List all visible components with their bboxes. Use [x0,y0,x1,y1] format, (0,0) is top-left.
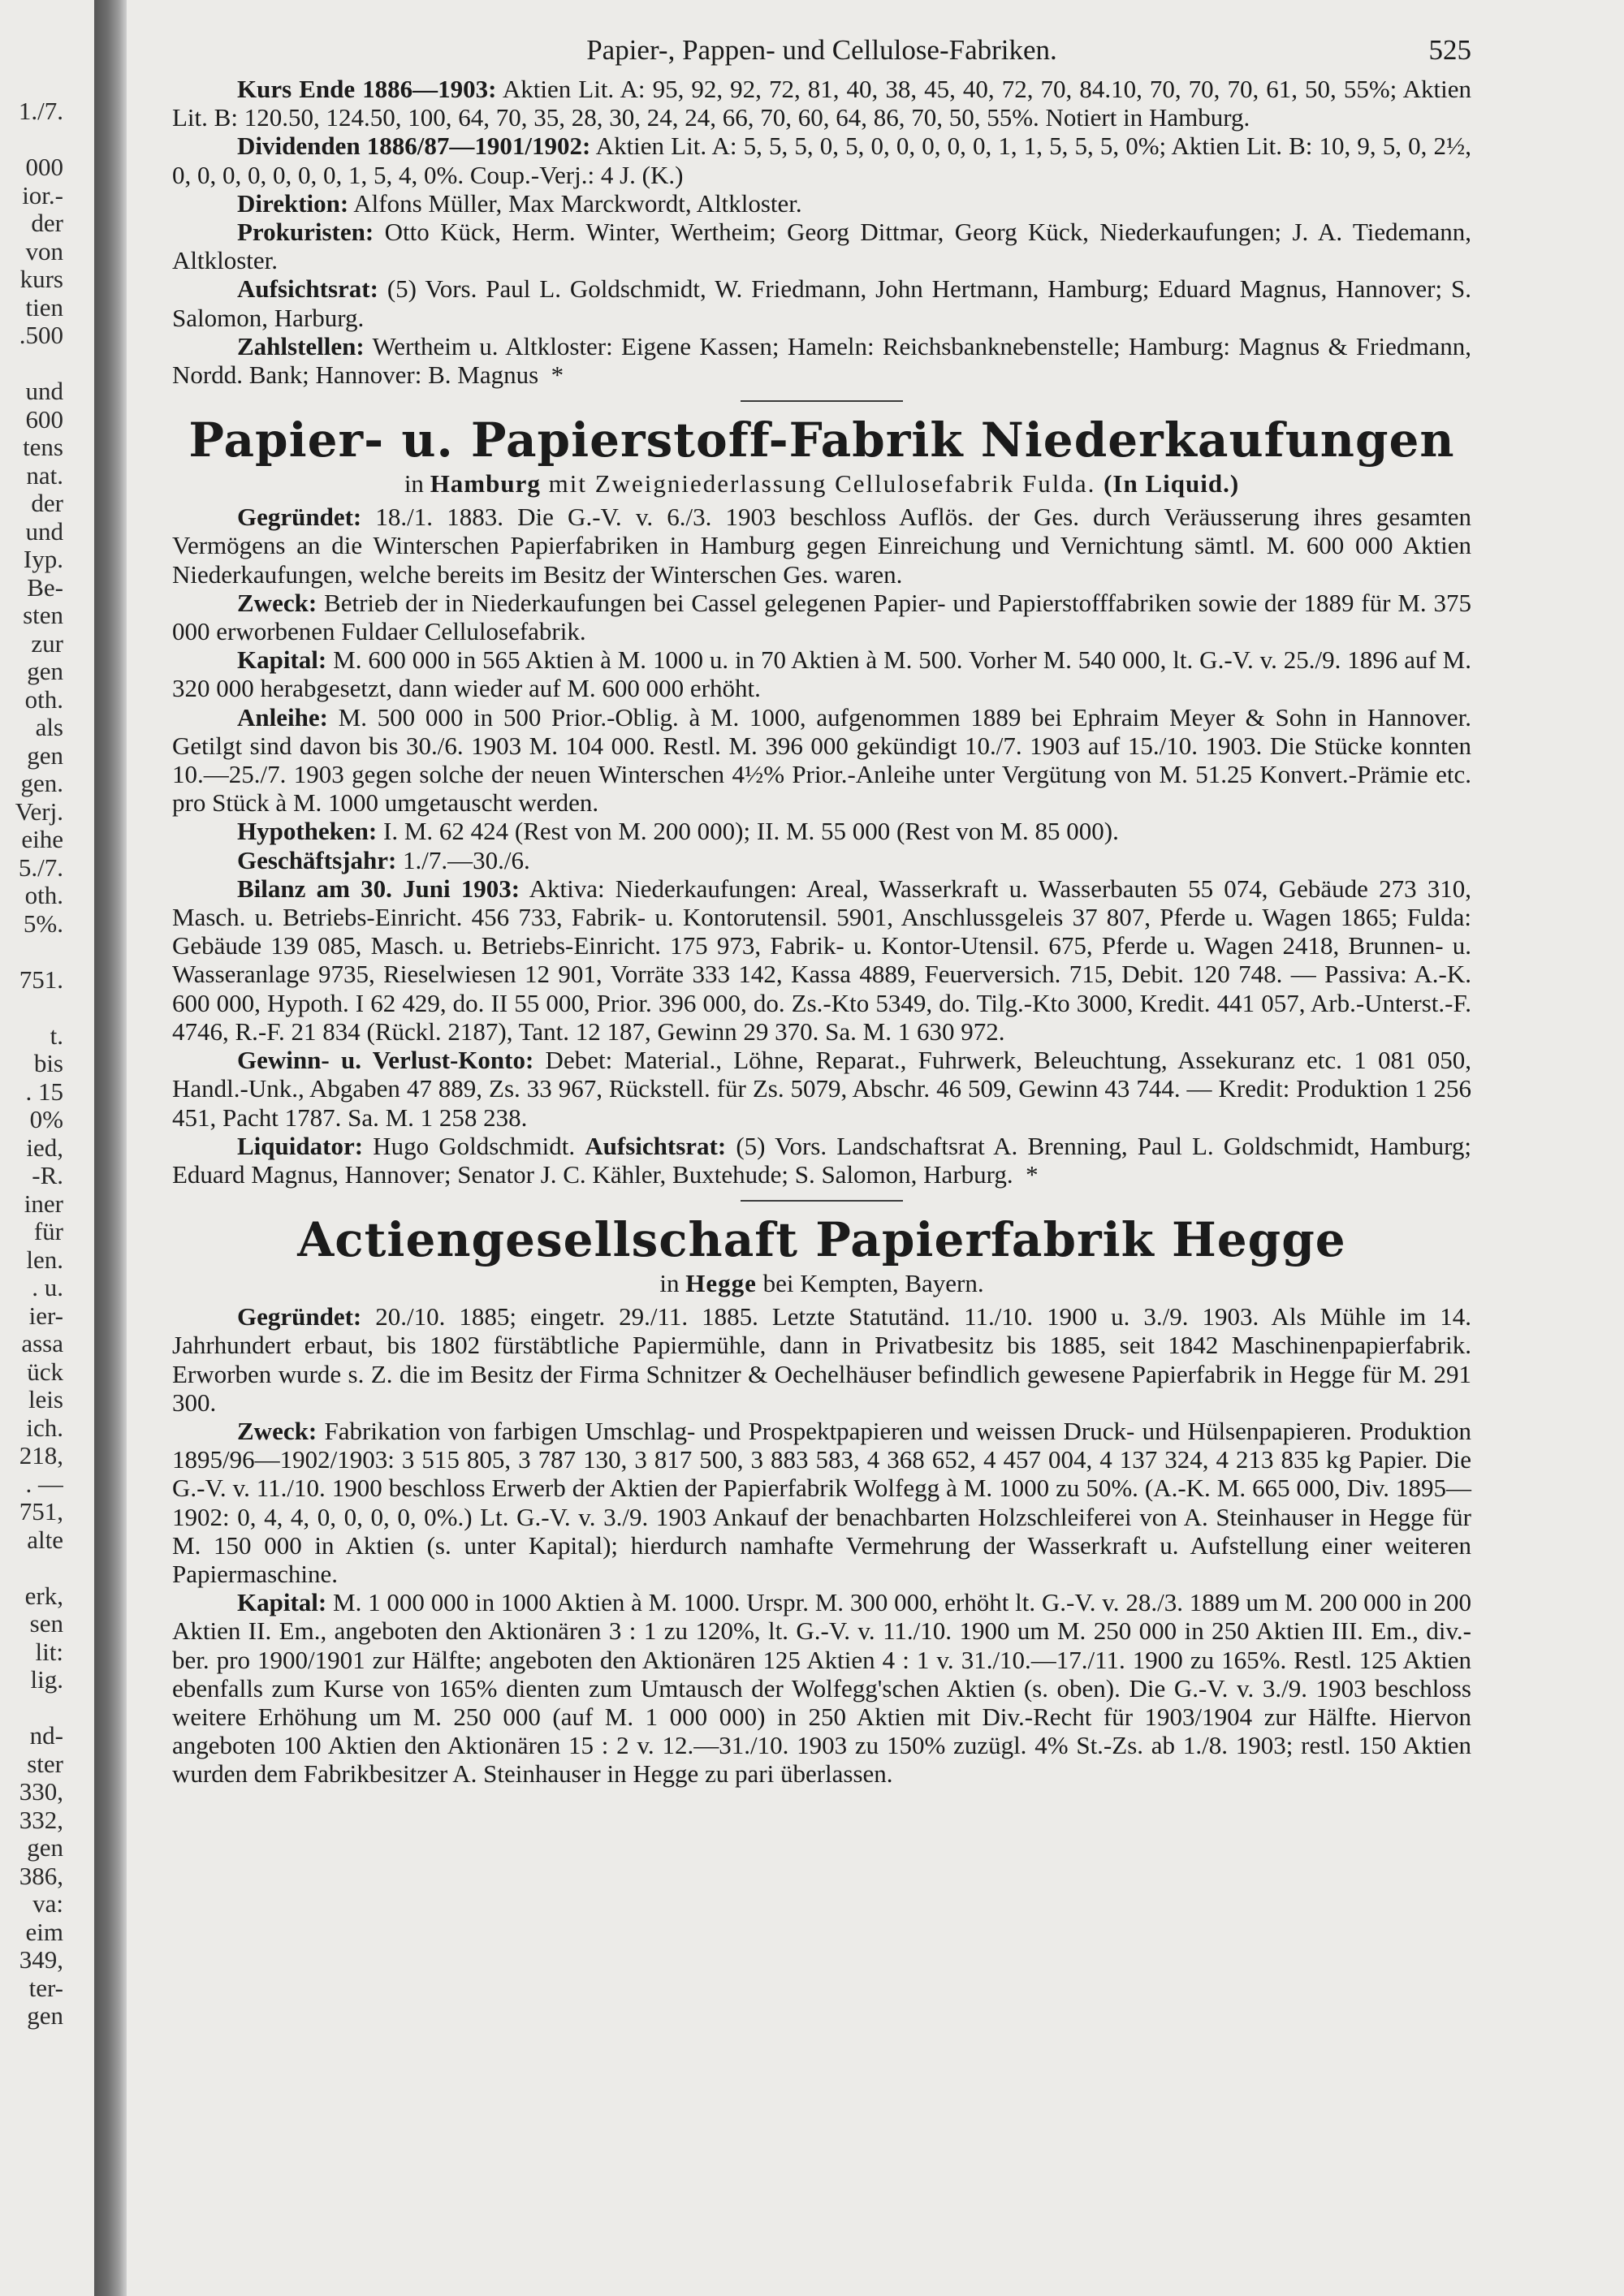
fragment-line: kurs [19,265,63,293]
dividenden-label: Dividenden 1886/87—1901/1902: [237,132,591,161]
entry-title: Papier- u. Papierstoff-Fabrik Niederkaufungen [188,412,1455,468]
kapital-paragraph [172,1588,1471,1788]
direktion-text: Alfons Müller, Max Marckwordt, Altkloster. [348,188,802,218]
fragment-line: ior.- [22,180,63,209]
liquidator-label: Liquidator: [237,1131,364,1160]
fragment-line: . — [25,1469,63,1498]
fragment-line: 5%. [23,908,63,938]
fragment-line: tien [25,292,63,322]
prokuristen-label: Prokuristen: [237,218,374,247]
anleihe-text: M. 500 000 in 500 Prior.-Oblig. à M. 1000, aufgenommen 1889 bei Ephraim Meyer & Sohn in Hannover. Getilgt sind davon bis 30./6. 1903 M. 104 000. Restl. M. 396 000 gekündigt 10./7. 1903 auf 15./10. 1903. Die Stücke konnten 10.—25./7. 1903 gegen solche der neuen Winterschen 4½% Prior.-Anleihe unter Vergütung von M. 51.25 Konvert.-Prämie etc. pro Stück à M. 1000 umgetauscht werden. [172,702,1471,818]
fragment-line [0,1694,63,1723]
zweck-text: Betrieb der in Niederkaufungen bei Cassel gelegenen Papier- und Papierstofffabriken sowie der 1889 für M. 375 000 erworbenen Fuldaer Cellulosefabrik. [172,588,1471,646]
aufsichtsrat-text: (5) Vors. Paul L. Goldschmidt, W. Friedmann, John Hertmann, Hamburg; Eduard Magnus, Hannover; S. Salomon, Harburg. [172,274,1471,332]
gewinn-verlust-paragraph [172,1046,1471,1132]
liquidation-status: (In Liquid.) [1104,469,1240,498]
fragment-line: Verj. [15,796,63,826]
fragment-line: -R. [32,1161,63,1189]
fragment-line: bis [33,1049,63,1077]
fragment-line: alte [27,1525,63,1554]
aufsichtsrat-label: Aufsichtsrat: [237,274,378,304]
kurs-label: Kurs Ende 1886—1903: [237,75,497,103]
fragment-line: sten [23,601,63,629]
fragment-line: gen [27,1833,63,1862]
aufsichtsrat2-text: (5) Vors. Landschaftsrat A. Brenning, Paul L. Goldschmidt, Hamburg; Eduard Magnus, Hannover; Senator J. C. Kähler, Buxtehude; S. Salomon, Harburg. [172,1131,1471,1189]
fragment-line: ster [27,1749,63,1778]
fragment-line: 332, [19,1805,63,1834]
fragment-line: zur [31,628,63,658]
fragment-line: 751. [19,965,63,994]
gewinn-verlust-text: Debet: Material., Löhne, Reparat., Fuhrwerk, Beleuchtung, Assekuranz etc. 1 081 050, Handl.-Unk., Abgaben 47 889, Zs. 33 967, Rückstell. für Zs. 5079, Abschr. 46 509, Gewinn 43 744. — Kredit: Produktion 1 256 451, Pacht 1787. Sa. M. 1 258 238. [172,1046,1471,1132]
gegruendet-paragraph [172,503,1471,589]
anleihe-paragraph [172,703,1471,818]
prokuristen-text: Otto Kück, Herm. Winter, Wertheim; Georg Dittmar, Georg Kück, Niederkaufungen; J. A. Tiedemann, Altkloster. [172,218,1471,275]
fragment-line: ück [27,1357,63,1386]
zweck-paragraph [172,1417,1471,1588]
fragment-line [0,126,63,154]
dividenden-text: Aktien Lit. A: 5, 5, 5, 0, 5, 0, 0, 0, 0, 0, 1, 1, 5, 5, 5, 0%; Aktien Lit. B: 10, 9, 5, 0, 2½, 0, 0, 0, 0, 0, 0, 0, 1, 5, 4, 0%. Coup.-Verj.: 4 J. (K.) [172,132,1471,189]
location-branch: mit Zweigniederlassung Cellulosefabrik Fulda. [540,469,1104,498]
location-suffix: bei Kempten, Bayern. [756,1269,984,1298]
kapital-label: Kapital: [237,1588,327,1617]
main-column [172,26,1471,1789]
zweck-label: Zweck: [237,1416,317,1445]
separator-rule [741,1200,903,1202]
entry-location [172,1268,1471,1299]
fragment-line: 0% [29,1105,63,1133]
fragment-line: iner [24,1189,63,1218]
fragment-line: 330, [19,1777,63,1806]
bilanz-label: Bilanz am 30. Juni 1903: [237,874,520,903]
separator-rule [741,400,903,402]
header-title: Papier-, Pappen- und Cellulose-Fabriken. [586,34,1057,66]
fragment-line [0,994,63,1022]
fragment-line: Be- [27,572,63,602]
fragment-line: 751, [19,1497,63,1526]
hypotheken-text: I. M. 62 424 (Rest von M. 200 000); II. M. 55 000 (Rest von M. 85 000). [377,817,1119,846]
location-prefix: in [659,1269,686,1298]
fragment-line: für [33,1217,63,1245]
fragment-line: ier- [28,1301,63,1330]
end-asterisk: * [1026,1159,1039,1189]
fragment-line [0,350,63,378]
fragment-line: gen [27,2001,63,2030]
geschaeftsjahr-label: Geschäftsjahr: [237,845,397,874]
bilanz-text: Aktiva: Niederkaufungen: Areal, Wasserkraft u. Wasserbauten 55 074, Gebäude 273 310, Masch. u. Betriebs-Einricht. 456 733, Fabrik- u. Kontorutensil. 5901, Anschlussgeleis 37 807, Pferde u. Wagen 1865; Fulda: Gebäude 139 085, Masch. u. Betriebs-Einricht. 175 973, Fabrik- u. Kontor-Utensil. 675, Pferde u. Wagen 2418, Brunnen- u. Wasseranlage 9735, Rieselwiesen 12 901, Vorräte 333 142, Kassa 4889, Feuerversich. 715, Debit. 120 748. — Passiva: A.-K. 600 000, Hypoth. I 62 429, do. II 55 000, Prior. 396 000, do. Zs.-Kto 5349, do. Tilg.-Kto 3000, Kredit. 441 057, Arb.-Unterst.-F. 4746, R.-F. 21 834 (Rückl. 2187), Tant. 12 187, Gewinn 29 370. Sa. M. 1 630 972. [172,874,1471,1046]
location-city: Hegge [685,1269,757,1298]
fragment-line: 600 [25,404,63,434]
fragment-line: 1./7. [18,97,63,125]
fragment-line: . 15 [25,1077,63,1106]
fragment-line: gen [27,657,63,685]
zahlstellen-paragraph [172,332,1471,389]
fragment-line: als [35,713,63,741]
fragment-line: eim [25,1917,63,1946]
previous-entry-continuation [172,75,1471,389]
fragment-line: der [31,489,63,517]
fragment-line: gen. [20,769,63,797]
fragment-line: len. [26,1245,63,1274]
zahlstellen-text: Wertheim u. Altkloster: Eigene Kassen; Hameln: Reichsbanknebenstelle; Hamburg: Magnus & Friedmann, Nordd. Bank; Hannover: B. Magnus [172,331,1471,390]
fragment-line: nat. [26,460,63,490]
fragment-line: tens [23,433,63,461]
fragment-line: ter- [28,1973,63,2002]
fragment-line: .500 [19,321,63,349]
kapital-text: M. 600 000 in 565 Aktien à M. 1000 u. in 70 Aktien à M. 500. Vorher M. 540 000, lt. G.-V. v. 25./9. 1896 auf M. 320 000 herabgesetzt, dann wieder auf M. 600 000 erhöht. [172,645,1471,703]
gewinn-verlust-label: Gewinn- u. Verlust-Konto: [237,1046,534,1075]
geschaeftsjahr-text: 1./7.—30./6. [396,845,530,874]
kurs-paragraph [172,75,1471,132]
fragment-line: oth. [24,684,63,714]
fragment-line: leis [28,1385,63,1413]
previous-page-column-fragment [0,97,63,2031]
running-header [172,26,1471,75]
fragment-line: sen [29,1609,63,1638]
anleihe-label: Anleihe: [237,702,328,732]
entry-niederkaufungen [172,412,1471,1189]
gegruendet-paragraph [172,1302,1471,1417]
hypotheken-paragraph [172,817,1471,845]
aufsichtsrat-paragraph [172,274,1471,331]
gegruendet-text: 18./1. 1883. Die G.-V. v. 6./3. 1903 beschloss Auflös. der Ges. durch Veräusserung ihres gesamten Vermögens an die Winterschen Papierfabriken in Hamburg gegen Einreichung und Vernichtung sämtl. M. 600 000 Aktien Niederkaufungen, welche bereits im Besitz der Winterschen Ges. waren. [172,503,1471,589]
fragment-line: nd- [29,1721,63,1750]
fragment-line: 218, [19,1441,63,1470]
fragment-line: und [25,377,63,405]
fragment-line: erk, [24,1581,63,1610]
fragment-line: 386, [19,1861,63,1890]
entry-hegge [172,1211,1471,1788]
gegruendet-text: 20./10. 1885; eingetr. 29./11. 1885. Letzte Statutänd. 11./10. 1900 u. 3./9. 1903. Als Mühle im 14. Jahrhundert erbaut, bis 1802 fürstäbtliche Papiermühle, dann in Privatbesitz bis 1885, seit 1842 Maschinenpapierfabrik. Erworben wurde s. Z. die im Besitz der Firma Schnitzer & Oechelhäuser befindlich gewesene Papierfabrik in Hegge für M. 291 300. [172,1302,1471,1417]
entry-title: Actiengesellschaft Papierfabrik Hegge [297,1212,1346,1268]
zweck-label: Zweck: [237,588,317,617]
prokuristen-paragraph [172,218,1471,274]
fragment-line: der [31,209,63,237]
fragment-line: gen [27,740,63,770]
fragment-line: und [25,516,63,546]
fragment-line: t. [50,1021,63,1050]
liquidator-text: Hugo Goldschmidt. [363,1131,585,1160]
fragment-line: eihe [21,825,63,853]
dividenden-paragraph [172,132,1471,188]
kapital-paragraph [172,645,1471,702]
bilanz-paragraph [172,874,1471,1046]
end-asterisk: * [551,360,564,390]
fragment-line: assa [21,1329,63,1357]
liquidator-paragraph [172,1132,1471,1189]
zweck-paragraph [172,589,1471,645]
direktion-label: Direktion: [237,188,349,218]
fragment-line: 000 [25,153,63,181]
fragment-line [0,938,63,966]
fragment-line: ich. [26,1413,63,1442]
kapital-label: Kapital: [237,645,327,675]
kurs-text: Aktien Lit. A: 95, 92, 92, 72, 81, 40, 38, 45, 40, 72, 70, 84.10, 70, 70, 70, 61, 50, 55%; Aktien Lit. B: 120.50, 124.50, 100, 64, 70, 35, 28, 30, 24, 24, 66, 70, 60, 64, 86, 70, 50, 55%. Notiert in Hamburg. [172,75,1471,132]
gegruendet-label: Gegründet: [237,503,362,532]
fragment-line: 5./7. [18,852,63,882]
direktion-paragraph [172,189,1471,218]
fragment-line: lig. [30,1665,63,1694]
fragment-line: 349, [19,1945,63,1974]
location-prefix: in [404,469,430,498]
fragment-line: Iyp. [23,545,63,573]
geschaeftsjahr-paragraph [172,846,1471,874]
fragment-line: ied, [26,1133,63,1162]
fragment-line: lit: [35,1637,63,1666]
fragment-line: va: [32,1889,63,1918]
location-city: Hamburg [430,469,541,498]
fragment-line [0,1554,63,1582]
fragment-line: von [25,236,63,265]
book-gutter [94,0,127,2296]
page-number: 525 [1428,34,1471,66]
hypotheken-label: Hypotheken: [237,817,378,846]
fragment-line: . u. [32,1273,63,1301]
fragment-line: oth. [24,881,63,909]
gegruendet-label: Gegründet: [237,1302,362,1331]
aufsichtsrat2-label: Aufsichtsrat: [585,1131,727,1160]
entry-location [172,468,1471,499]
zahlstellen-label: Zahlstellen: [237,331,365,360]
zweck-text: Fabrikation von farbigen Umschlag- und Prospektpapieren und weissen Druck- und Hülsenpapieren. Produktion 1895/96—1902/1903: 3 515 805, 3 787 130, 3 817 500, 3 883 583, 4 368 652, 4 457 004, 4 137 324, 4 213 835 kg Papier. Die G.-V. v. 11./10. 1900 beschloss Erwerb der Aktien der Papierfabrik Wolfegg à M. 1000 zu 50%. (A.-K. M. 665 000, Div. 1895—1902: 0, 4, 4, 0, 0, 0, 0, 0%.) Lt. G.-V. v. 3./9. 1903 Ankauf der benachbarten Holzschleiferei von A. Steinhauser in Hegge für M. 150 000 in Aktien (s. unter Kapital); hierdurch namhafte Vermehrung der Wasserkraft u. Aufstellung einer weiteren Papiermaschine. [172,1416,1471,1588]
kapital-text: M. 1 000 000 in 1000 Aktien à M. 1000. Urspr. M. 300 000, erhöht lt. G.-V. v. 28./3. 1889 um M. 200 000 in 200 Aktien II. Em., angeboten den Aktionären 3 : 1 zu 120%, lt. G.-V. v. 11./10. 1900 um M. 250 000 in 250 Aktien III. Em., div.-ber. pro 1900/1901 zur Hälfte; angeboten den Aktionären 125 Aktien 4 : 1 v. 31./10.—17./11. 1900 zu 165%. Restl. 125 Aktien ebenfalls zum Kurse von 165% dienten zum Umtausch der Wolfegg'schen Aktien (s. oben). Die G.-V. v. 3./9. 1903 beschloss weitere Erhöhung um M. 250 000 (auf M. 1 000 000) in 250 Aktien mit Div.-Recht für 1903/1904 zur Hälfte. Hiervon angeboten 100 Aktien den Aktionären 15 : 2 v. 12.—31./10. 1903 zu 150% zuzügl. 4% St.-Zs. ab 1./8. 1903; restl. 150 Aktien wurden dem Fabrikbesitzer A. Steinhauser in Hegge zu pari überlassen. [172,1588,1471,1789]
